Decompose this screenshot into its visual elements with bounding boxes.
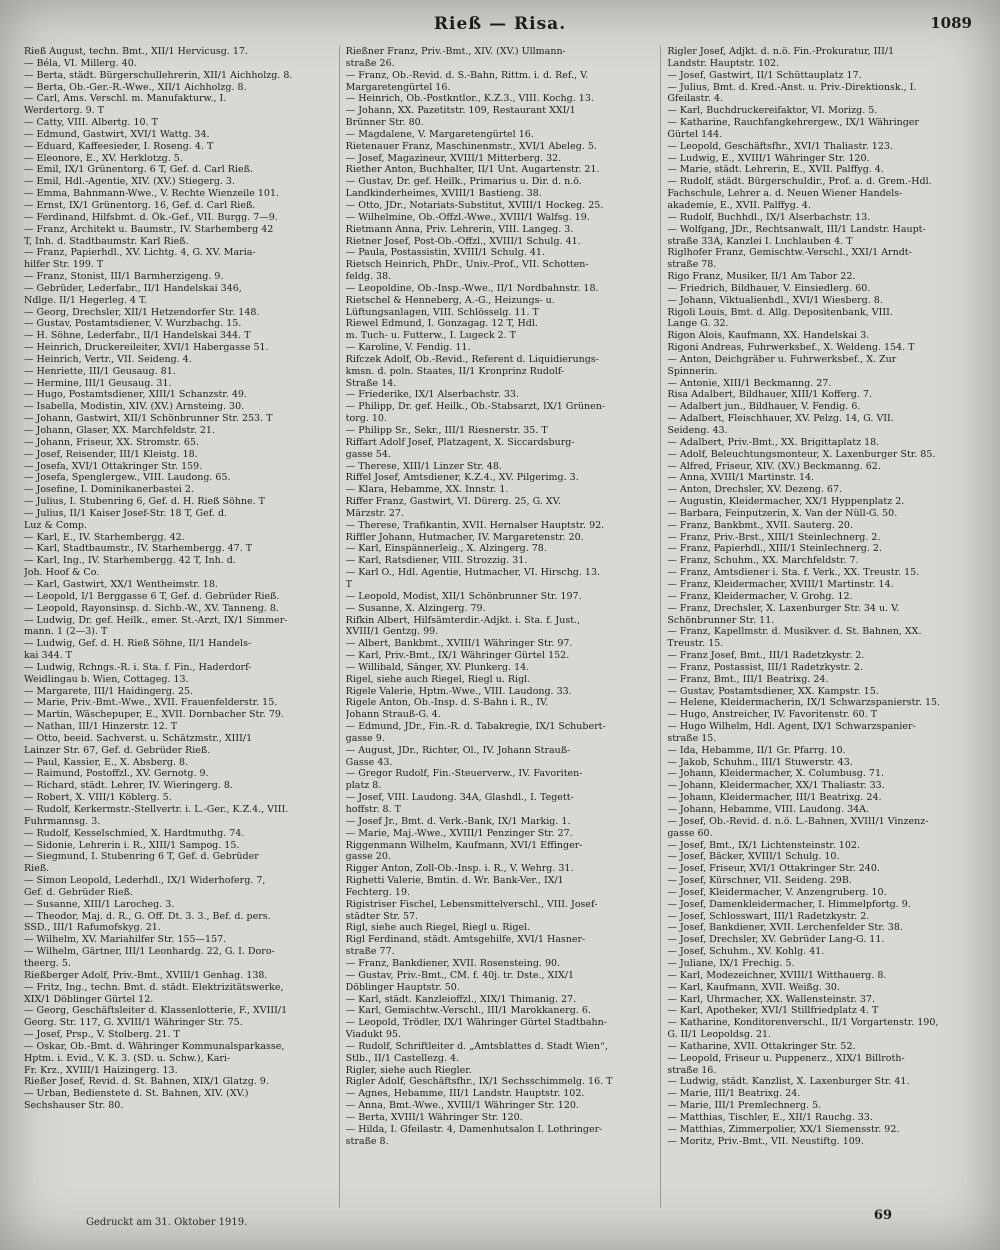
directory-entry: städter Str. 57. bbox=[345, 910, 419, 922]
directory-entry: T bbox=[345, 578, 353, 590]
directory-entry: straße 26. bbox=[345, 57, 395, 69]
directory-entry: Rigel, siehe auch Riegel, Riegl u. Rigl. bbox=[345, 673, 531, 685]
directory-entry: — Josef, Drechsler, XV. Gebrüder Lang-G. 11. bbox=[667, 934, 885, 946]
directory-entry: Viadukt 95. bbox=[345, 1029, 401, 1041]
directory-entry: — Josef, Kürschner, VII. Seideng. 29B. bbox=[667, 875, 852, 887]
directory-entry: Seideng. 43. bbox=[667, 425, 728, 436]
directory-entry: — Willibald, Sänger, XV. Plunkerg. 14. bbox=[345, 661, 530, 673]
directory-entry: — Gustav, Postamtsdiener, XX. Kampstr. 15. bbox=[667, 685, 879, 697]
directory-entry: — Edmund, JDr., Fin.-R. d. Tabakregie, IX/1 Schubert- bbox=[345, 721, 606, 733]
directory-entry: Rigler, siehe auch Riegler. bbox=[345, 1064, 472, 1076]
directory-entry: — Martin, Wäschepuper, E., XVII. Dornbacher Str. 79. bbox=[24, 709, 284, 721]
directory-entry: — Julius, II/1 Kaiser Josef-Str. 18 T, Gef. d. bbox=[24, 507, 228, 519]
column-left bbox=[18, 46, 340, 1208]
directory-entry: — Friedrich, Bildhauer, V. Einsiedlerg. 60. bbox=[667, 282, 871, 294]
directory-entry: Rigl Ferdinand, städt. Amtsgehilfe, XVI/1 Hasner- bbox=[345, 934, 586, 946]
directory-entry: — Therese, Trafikantin, XVII. Hernalser Hauptstr. 92. bbox=[345, 519, 605, 531]
directory-entry: — Hilda, I. Gfeilastr. 4, Damenhutsalon I. Lothringer- bbox=[345, 1123, 603, 1135]
directory-entry: Rigoli Louis, Bmt. d. Allg. Depositenbank, VIII. bbox=[667, 306, 893, 318]
directory-entry: Fachschule, Lehrer a. d. Neuen Wiener Handels- bbox=[667, 188, 903, 200]
directory-entry: Treustr. 15. bbox=[667, 638, 724, 650]
directory-entry: — Rudolf, Buchhdl., IX/1 Alserbachstr. 13. bbox=[667, 211, 871, 223]
directory-entry: — Barbara, Feinputzerin, X. Van der Nüll-G. 50. bbox=[667, 507, 898, 519]
directory-entry: — Emil, Hdl.-Agentie, XIV. (XV.) Stiegerg. 3. bbox=[24, 176, 235, 188]
directory-entry: Rigistriser Fischel, Lebensmittelverschl., VIII. Josef- bbox=[345, 898, 598, 910]
sheet-number: 69 bbox=[873, 1208, 892, 1223]
directory-entry: — Antonie, XIII/1 Beckmanng. 27. bbox=[667, 377, 832, 389]
directory-entry: — Johann, Kleidermacher, III/1 Beatrixg. 24. bbox=[667, 792, 882, 804]
directory-entry: Rietsch Heinrich, PhDr., Univ.-Prof., VII. Schotten- bbox=[345, 259, 589, 271]
directory-entry: — Karl, Priv.-Bmt., IX/1 Währinger Gürtel 152. bbox=[345, 650, 570, 662]
directory-entry: — Adalbert, Fleischhauer, XV. Pelzg. 14, G. VII. bbox=[667, 413, 894, 425]
directory-entry: — Leopold, I/1 Berggasse 6 T, Gef. d. Gebrüder Rieß. bbox=[24, 590, 280, 602]
directory-entry: — Rudolf, Kerkermstr.-Stellvertr. i. L.-Ger., K.Z.4., VIII. bbox=[24, 804, 289, 815]
directory-entry: straße 78. bbox=[667, 259, 717, 271]
directory-entry: — Georg, Geschäftsleiter d. Klassenlotterie, F., XVIII/1 bbox=[24, 1005, 288, 1017]
directory-entry: — Jakob, Schuhm., III/1 Stuwerstr. 43. bbox=[667, 756, 853, 768]
directory-entry: — Johann, XX. Pazetitstr. 109, Restaurant XXI/1 bbox=[345, 105, 576, 117]
directory-entry: — Josef, Magazineur, XVIII/1 Mitterberg. 32. bbox=[345, 152, 562, 164]
directory-entry: — Berta, städt. Bürgerschullehrerin, XII/1 Aichholzg. 8. bbox=[24, 69, 293, 81]
directory-entry: — Alfred, Friseur, XIV. (XV.) Beckmanng. 62. bbox=[667, 460, 881, 472]
directory-entry: — Franz Josef, Bmt., III/1 Radetzkystr. 2. bbox=[667, 650, 865, 662]
directory-entry: — Simon Leopold, Lederhdl., IX/1 Widerhoferg. 7, bbox=[24, 875, 266, 887]
page-header bbox=[20, 14, 980, 40]
directory-entry: — Franz, Schuhm., XX. Marchfeldstr. 7. bbox=[667, 555, 859, 567]
directory-entry: — Josef, Bäcker, XVIII/1 Schulg. 10. bbox=[667, 851, 840, 863]
directory-entry: — Agnes, Hebamme, III/1 Landstr. Hauptstr. 102. bbox=[345, 1088, 585, 1100]
directory-entry: — Sidonie, Lehrerin i. R., XIII/1 Sampog. 15. bbox=[24, 839, 240, 851]
directory-entry: — Catty, VIII. Albertg. 10. T bbox=[24, 117, 158, 129]
directory-entry: — Franz, Bankdiener, XVII. Rosensteing. 90. bbox=[345, 957, 561, 969]
directory-entry: Righetti Valerie, Bmtin. d. Wr. Bank-Ver., IX/1 bbox=[345, 875, 564, 887]
directory-entry: — Karl, Kaufmann, XVII. Weißg. 30. bbox=[667, 981, 840, 993]
directory-entry: — Rudolf, Kesselschmied, X. Hardtmuthg. 74. bbox=[24, 827, 245, 839]
directory-columns bbox=[18, 46, 982, 1208]
directory-entry: — Johann, Viktualienhdl., XVI/1 Wiesberg. 8. bbox=[667, 294, 883, 306]
directory-entry: Brünner Str. 80. bbox=[345, 117, 424, 129]
directory-entry: torg. 10. bbox=[345, 413, 387, 425]
directory-entry: — Wilhelm, XV. Mariahilfer Str. 155—157. bbox=[24, 934, 227, 946]
directory-entry: — Augustin, Kleidermacher, XX/1 Hyppenplatz 2. bbox=[667, 496, 905, 508]
directory-entry: — Franz, Papierhdl., XIII/1 Steinlechnerg. 2. bbox=[667, 543, 882, 555]
directory-entry: gasse 9. bbox=[345, 732, 385, 744]
directory-entry: — Heinrich, Druckereileiter, XVI/1 Habergasse 51. bbox=[24, 342, 269, 354]
directory-entry: mann. 1 (2—3). T bbox=[24, 626, 108, 638]
directory-entry: Sechshauser Str. 80. bbox=[24, 1100, 124, 1112]
directory-entry: — Otto, JDr., Notariats-Substitut, XVIII/1 Hockeg. 25. bbox=[345, 199, 604, 211]
directory-entry: G. II/1 Leopoldsg. 21. bbox=[667, 1029, 772, 1041]
directory-entry: XVIII/1 Gentzg. 99. bbox=[345, 626, 439, 638]
directory-entry: — Margarete, III/1 Haidingerg. 25. bbox=[24, 685, 194, 697]
directory-entry: — Anton, Deichgräber u. Fuhrwerksbef., X. Zur bbox=[667, 353, 897, 365]
directory-entry: — Richard, städt. Lehrer, IV. Wieringerg. 8. bbox=[24, 780, 233, 792]
directory-entry: platz 8. bbox=[345, 780, 382, 792]
directory-entry: Riffer Franz, Gastwirt, VI. Dürerg. 25, G. XV. bbox=[345, 496, 561, 508]
directory-entry: Ndlge. II/1 Hegerleg. 4 T. bbox=[24, 294, 147, 306]
directory-entry: — Leopold, Rayonsinsp. d. Sichb.-W., XV. Tanneng. 8. bbox=[24, 602, 279, 614]
directory-entry: — Josef, Damenkleidermacher, I. Himmelpfortg. 9. bbox=[667, 898, 911, 910]
directory-entry: Fr. Krz., XVIII/1 Haizingerg. 13. bbox=[24, 1064, 178, 1076]
directory-entry: — Moritz, Priv.-Bmt., VII. Neustiftg. 109. bbox=[667, 1135, 864, 1147]
directory-entry: — Albert, Bankbmt., XVIII/1 Währinger Str. 97. bbox=[345, 638, 573, 650]
directory-entry: — Ernst, IX/1 Grünentorg. 16, Gef. d. Carl Rieß. bbox=[24, 199, 256, 211]
directory-entry: hilfer Str. 199. T bbox=[24, 259, 104, 271]
directory-entry: — Hugo, Anstreicher, IV. Favoritenstr. 60. T bbox=[667, 709, 878, 721]
directory-entry: Rigo Franz, Musiker, II/1 Am Tabor 22. bbox=[667, 271, 856, 283]
directory-entry: gasse 54. bbox=[345, 448, 391, 460]
directory-entry: — Wilhelm, Gärtner, III/1 Leonhardg. 22, G. I. Doro- bbox=[24, 946, 275, 958]
directory-entry: Rigger Anton, Zoll-Ob.-Insp. i. R., V. Wehrg. 31. bbox=[345, 863, 574, 875]
directory-entry: — Karl, E., IV. Starhembergg. 42. bbox=[24, 531, 185, 543]
directory-entry: — Adalbert, Priv.-Bmt., XX. Brigittaplatz 18. bbox=[667, 436, 880, 448]
directory-entry: — Ludwig, Dr. gef. Heilk., emer. St.-Arzt, IX/1 Simmer- bbox=[24, 614, 288, 626]
directory-entry: Rifkin Albert, Hilfsämterdir.-Adjkt. i. Sta. f. Just., bbox=[345, 614, 581, 626]
directory-entry: — Johann, Kleidermacher, X. Columbusg. 71. bbox=[667, 768, 885, 780]
directory-entry: — Leopold, Modist, XII/1 Schönbrunner Str. 197. bbox=[345, 590, 582, 602]
directory-entry: — Urban, Bedienstete d. St. Bahnen, XIV. (XV.) bbox=[24, 1088, 249, 1100]
directory-entry: akademie, E., XVII. Palffyg. 4. bbox=[667, 199, 811, 211]
directory-entry: Riglhofer Franz, Gemischtw.-Verschl., XXI/1 Arndt- bbox=[667, 247, 912, 259]
directory-entry: — Marie, Maj.-Wwe., XVIII/1 Penzinger Str. 27. bbox=[345, 827, 573, 839]
directory-entry: Rigele Valerie, Hptm.-Wwe., VIII. Laudong. 33. bbox=[345, 685, 572, 697]
directory-entry: — Anna, Bmt.-Wwe., XVIII/1 Währinger Str. 120. bbox=[345, 1100, 579, 1112]
directory-entry: — Oskar, Ob.-Bmt. d. Währinger Kommunalsparkasse, bbox=[24, 1040, 285, 1052]
directory-entry: — Franz, Drechsler, X. Laxenburger Str. 34 u. V. bbox=[667, 602, 900, 614]
directory-entry: Lüftungsanlagen, VIII. Schlösselg. 11. T bbox=[345, 306, 539, 318]
directory-entry: — Josef, VIII. Laudong. 34A, Glashdl., I. Tegett- bbox=[345, 792, 574, 804]
directory-entry: — Fritz, Ing., techn. Bmt. d. städt. Elektrizitätswerke, bbox=[24, 981, 284, 993]
directory-entry: — Karl, Stadtbaumstr., IV. Starhembergg. 47. T bbox=[24, 543, 253, 555]
directory-entry: — Emil, IX/1 Grünentorg. 6 T, Gef. d. Carl Rieß. bbox=[24, 164, 253, 176]
directory-entry: — Susanne, X. Alzingerg. 79. bbox=[345, 602, 486, 614]
directory-entry: Riggenmann Wilhelm, Kaufmann, XVI/1 Effinger- bbox=[345, 839, 583, 851]
directory-entry: Rietmann Anna, Priv. Lehrerin, VIII. Langeg. 3. bbox=[345, 223, 574, 235]
directory-entry: — Rudolf, städt. Bürgerschuldir., Prof. a. d. Grem.-Hdl. bbox=[667, 176, 932, 188]
directory-entry: — Adalbert jun., Bildhauer, V. Fendig. 6. bbox=[667, 401, 861, 413]
directory-entry: T, Inh. d. Stadtbaumstr. Karl Rieß. bbox=[24, 235, 189, 247]
directory-entry: Straße 14. bbox=[345, 377, 397, 389]
directory-entry: Lainzer Str. 67, Gef. d. Gebrüder Rieß. bbox=[24, 744, 211, 756]
directory-entry: straße 8. bbox=[345, 1135, 389, 1147]
directory-entry: — Paul, Kassier, E., X. Absberg. 8. bbox=[24, 756, 189, 768]
directory-entry: — Henriette, III/1 Geusaug. 81. bbox=[24, 365, 176, 377]
directory-entry: — Therese, XIII/1 Linzer Str. 48. bbox=[345, 460, 502, 472]
directory-entry: — Berta, Ob.-Ger.-R.-Wwe., XII/1 Aichholzg. 8. bbox=[24, 81, 247, 93]
directory-entry: — Katharine, Konditorenverschl., II/1 Vorgartenstr. 190, bbox=[667, 1017, 939, 1029]
directory-entry: — Gustav, Priv.-Bmt., CM. f. 40j. tr. Dste., XIX/1 bbox=[345, 969, 575, 981]
directory-entry: — Philipp Sr., Sekr., III/1 Riesnerstr. 35. T bbox=[345, 425, 548, 436]
directory-entry: — Karl, Modezeichner, XVIII/1 Witthauerg. 8. bbox=[667, 969, 887, 981]
directory-entry: — Gustav, Postamtsdiener, V. Wurzbachg. 15. bbox=[24, 318, 242, 330]
directory-entry: — Franz, Stonist, III/1 Barmherzigeng. 9. bbox=[24, 271, 224, 283]
directory-entry: feldg. 38. bbox=[345, 271, 392, 283]
directory-entry: Rigler Josef, Adjkt. d. n.ö. Fin.-Prokuratur, III/1 bbox=[667, 46, 895, 57]
page-title: Rieß — Risa. bbox=[433, 14, 567, 34]
directory-entry: — Karl, Apotheker, XVI/1 Stillfriedplatz 4. T bbox=[667, 1005, 879, 1017]
directory-entry: Weidlingau b. Wien, Cottageg. 13. bbox=[24, 673, 189, 685]
directory-entry: Rigoni Andreas, Fuhrwerksbef., X. Weldeng. 154. T bbox=[667, 342, 915, 354]
directory-entry: — Eduard, Kaffeesieder, I. Roseng. 4. T bbox=[24, 140, 214, 152]
directory-entry: Luz & Comp. bbox=[24, 519, 88, 531]
directory-entry: m. Tuch- u. Futterw., I. Lugeck 2. T bbox=[345, 330, 517, 342]
directory-entry: — Josef, Bankdiener, XVII. Lerchenfelder Str. 38. bbox=[667, 922, 903, 934]
directory-entry: — Anna, XVIII/1 Martinstr. 14. bbox=[667, 472, 815, 484]
directory-entry: Landkinderheimes, XVIII/1 Bastieng. 38. bbox=[345, 188, 542, 200]
directory-entry: — Josef Jr., Bmt. d. Verk.-Bank, IX/1 Markig. 1. bbox=[345, 815, 571, 827]
directory-entry: — Philipp, Dr. gef. Heilk., Ob.-Stabsarzt, IX/1 Grünen- bbox=[345, 401, 606, 413]
directory-entry: Hptm. i. Evid., V. K. 3. (SD. u. Schw.), Kari- bbox=[24, 1052, 231, 1064]
directory-entry: Rifczek Adolf, Ob.-Revid., Referent d. Liquidierungs- bbox=[345, 353, 599, 365]
directory-entry: — Friederike, IX/1 Alserbachstr. 33. bbox=[345, 389, 519, 401]
directory-entry: — Franz, Amtsdiener i. Sta. f. Verk., XX. Treustr. 15. bbox=[667, 567, 920, 579]
directory-entry: Rietschel & Henneberg, A.-G., Heizungs- u. bbox=[345, 294, 555, 306]
directory-entry: Märzstr. 27. bbox=[345, 507, 404, 519]
directory-entry: — Franz, Bankbmt., XVII. Sauterg. 20. bbox=[667, 519, 853, 531]
directory-entry: Rießer Josef, Revid. d. St. Bahnen, XIX/1 Glatzg. 9. bbox=[24, 1076, 269, 1088]
directory-entry: Döblinger Hauptstr. 50. bbox=[345, 981, 460, 993]
directory-entry: Gfeilastr. 4. bbox=[667, 93, 724, 105]
directory-entry: Rigon Alois, Kaufmann, XX. Handelskai 3. bbox=[667, 330, 870, 342]
directory-entry: — Leopold, Friseur u. Puppenerz., XIX/1 Billroth- bbox=[667, 1052, 905, 1064]
directory-entry: — Ferdinand, Hilfsbmt. d. Ök.-Gef., VII. Burgg. 7—9. bbox=[24, 211, 278, 223]
directory-entry: — Wilhelmine, Ob.-Offzl.-Wwe., XVIII/1 Walfsg. 19. bbox=[345, 211, 590, 223]
directory-entry: — Siegmund, I. Stubenring 6 T, Gef. d. Gebrüder bbox=[24, 851, 259, 863]
directory-entry: gasse 20. bbox=[345, 851, 391, 863]
directory-entry: kmsn. d. poln. Staates, II/1 Kronprinz Rudolf- bbox=[345, 365, 565, 377]
directory-entry: — Ludwig, Gef. d. H. Rieß Söhne, II/1 Handels- bbox=[24, 638, 252, 650]
directory-entry: Joh. Hoof & Co. bbox=[24, 567, 100, 579]
directory-entry: — Paula, Postassistin, XVIII/1 Schulg. 41. bbox=[345, 247, 545, 259]
directory-entry: — Leopoldine, Ob.-Insp.-Wwe., II/1 Nordbahnstr. 18. bbox=[345, 282, 599, 294]
directory-entry: — Magdalene, V. Margaretengürtel 16. bbox=[345, 128, 534, 140]
directory-entry: Georg. Str. 117, G. XVIII/1 Währinger Str. 75. bbox=[24, 1017, 243, 1029]
directory-entry: Riewel Edmund, I. Gonzagag. 12 T, Hdl. bbox=[345, 318, 538, 330]
directory-entry: — Leopold, Trödler, IX/1 Währinger Gürtel Stadtbahn- bbox=[345, 1017, 607, 1029]
directory-entry: — Béla, VI. Millerg. 40. bbox=[24, 57, 137, 69]
print-date: Gedruckt am 31. Oktober 1919. bbox=[86, 1217, 248, 1228]
directory-entry: — Johann, Hebamme, VIII. Laudong. 34A. bbox=[667, 804, 870, 815]
directory-entry: — Josefine, I. Dominikanerbastei 2. bbox=[24, 484, 194, 496]
directory-entry: — Robert, X. VIII/1 Köblerg. 5. bbox=[24, 792, 172, 804]
directory-entry: Rietenauer Franz, Maschinenmstr., XVI/1 Abeleg. 5. bbox=[345, 140, 597, 152]
directory-entry: — Berta, XVIII/1 Währinger Str. 120. bbox=[345, 1111, 523, 1123]
directory-entry: — Josef, Bmt., IX/1 Lichtensteinstr. 102. bbox=[667, 839, 860, 851]
directory-entry: — Julius, I. Stubenring 6, Gef. d. H. Rieß Söhne. T bbox=[24, 496, 266, 508]
directory-entry: Margaretengürtel 16. bbox=[345, 81, 451, 93]
directory-entry: straße 77. bbox=[345, 946, 395, 958]
directory-entry: Werdertorg. 9. T bbox=[24, 105, 105, 117]
directory-entry: Fuhrmannsg. 3. bbox=[24, 815, 101, 827]
directory-entry: — Juliane, IX/1 Frechig. 5. bbox=[667, 957, 795, 969]
directory-entry: — Karl O., Hdl. Agentie, Hutmacher, VI. Hirschg. 13. bbox=[345, 567, 601, 579]
directory-entry: — Matthias, Tischler, E., XII/1 Rauchg. 33. bbox=[667, 1111, 873, 1123]
directory-entry: Schönbrunner Str. 11. bbox=[667, 614, 775, 626]
directory-entry: — Karl, Ratsdiener, VIII. Strozzig. 31. bbox=[345, 555, 528, 567]
directory-entry: — Franz, Papierhdl., XV. Lichtg. 4, G. XV. Maria- bbox=[24, 247, 256, 259]
directory-entry: straße 33A, Kanzlei I. Luchlauben 4. T bbox=[667, 235, 853, 247]
directory-entry: — Raimund, Postoffzl., XV. Gernotg. 9. bbox=[24, 768, 209, 780]
directory-entry: — Katharine, XVII. Ottakringer Str. 52. bbox=[667, 1040, 856, 1052]
directory-entry: — Marie, Priv.-Bmt.-Wwe., XVII. Frauenfelderstr. 15. bbox=[24, 697, 278, 709]
directory-entry: — Julius, Bmt. d. Kred.-Anst. u. Priv.-Direktionsk., I. bbox=[667, 81, 917, 93]
directory-entry: — Karl, Uhrmacher, XX. Wallensteinstr. 37. bbox=[667, 993, 875, 1005]
directory-entry: — Klara, Hebamme, XX. Innstr. 1. bbox=[345, 484, 509, 496]
directory-entry: — Marie, städt. Lehrerin, E., XVII. Palffyg. 4. bbox=[667, 164, 884, 176]
directory-entry: — Karl, Gemischtw.-Verschl., III/1 Marokkanerg. 6. bbox=[345, 1005, 591, 1017]
directory-entry: — Otto, beeid. Sachverst. u. Schätzmstr., XIII/1 bbox=[24, 732, 253, 744]
directory-entry: — Johann, Glaser, XX. Marchfeldstr. 21. bbox=[24, 425, 215, 436]
directory-entry: — Karoline, V. Fendig. 11. bbox=[345, 342, 471, 354]
directory-entry: theerg. 5. bbox=[24, 957, 71, 969]
directory-entry: Gürtel 144. bbox=[667, 128, 723, 140]
directory-entry: — Josef, Reisender, III/1 Kleistg. 18. bbox=[24, 448, 198, 460]
directory-entry: — Gustav, Dr. gef. Heilk., Primarius u. Dir. d. n.ö. bbox=[345, 176, 582, 188]
directory-entry: Johann Strauß-G. 4. bbox=[345, 709, 441, 721]
directory-entry: — Karl, Ing., IV. Starhembergg. 42 T, Inh. d. bbox=[24, 555, 236, 567]
directory-entry: — Josef, Prsp., V. Stolberg. 21. T bbox=[24, 1029, 180, 1041]
directory-entry: — Hugo, Postamtsdiener, XIII/1 Schanzstr. 49. bbox=[24, 389, 247, 401]
directory-entry: — Hermine, III/1 Geusaug. 31. bbox=[24, 377, 172, 389]
directory-entry: — Karl, Buchdruckereifaktor, VI. Morizg. 5. bbox=[667, 105, 878, 117]
page-number: 1089 bbox=[930, 14, 972, 32]
column-middle bbox=[340, 46, 662, 1208]
directory-entry: — Theodor, Maj. d. R., G. Off. Dt. 3. 3., Bef. d. pers. bbox=[24, 910, 271, 922]
directory-entry: Gasse 43. bbox=[345, 756, 393, 768]
directory-entry: — Franz, Priv.-Brst., XIII/1 Steinlechnerg. 2. bbox=[667, 531, 881, 543]
directory-entry: — Franz, Kleidermacher, V. Grohg. 12. bbox=[667, 590, 853, 602]
directory-entry: — Franz, Ob.-Revid. d. S.-Bahn, Rittm. i. d. Ref., V. bbox=[345, 69, 589, 81]
directory-entry: Rigl, siehe auch Riegel, Riegl u. Rigel. bbox=[345, 922, 531, 934]
directory-entry: straße 15. bbox=[667, 732, 717, 744]
directory-entry: — Wolfgang, JDr., Rechtsanwalt, III/1 Landstr. Haupt- bbox=[667, 223, 926, 235]
directory-entry: — Johann, Kleidermacher, XX/1 Thaliastr. 33. bbox=[667, 780, 885, 792]
directory-entry: — Katharine, Rauchfangkehrergew., IX/1 Währinger bbox=[667, 117, 919, 129]
directory-entry: kai 344. T bbox=[24, 650, 72, 662]
directory-entry: — Franz, Kleidermacher, XVIII/1 Martinstr. 14. bbox=[667, 578, 894, 590]
directory-entry: — Emma, Bahnmann-Wwe., V. Rechte Wienzeile 101. bbox=[24, 188, 280, 200]
directory-entry: — Franz, Postassist, III/1 Radetzkystr. 2. bbox=[667, 661, 863, 673]
directory-entry: — Leopold, Geschäftsfhr., XVI/1 Thaliastr. 123. bbox=[667, 140, 893, 152]
directory-entry: — Ludwig, E., XVIII/1 Währinger Str. 120. bbox=[667, 152, 870, 164]
directory-entry: — Josef, Kleidermacher, V. Anzengruberg. 10. bbox=[667, 886, 887, 898]
directory-entry: Lange G. 32. bbox=[667, 318, 729, 330]
directory-entry: Risa Adalbert, Bildhauer, XIII/1 Kofferg. 7. bbox=[667, 389, 872, 401]
directory-entry: — Ludwig, städt. Kanzlist, X. Laxenburger Str. 41. bbox=[667, 1076, 910, 1088]
directory-entry: hoffstr. 8. T bbox=[345, 804, 401, 815]
directory-entry: — Franz, Architekt u. Baumstr., IV. Starhemberg 42 bbox=[24, 223, 274, 235]
directory-entry: straße 16. bbox=[667, 1064, 717, 1076]
directory-entry: Rigler Adolf, Geschäftsfhr., IX/1 Sechsschimmelg. 16. T bbox=[345, 1076, 613, 1088]
directory-entry: gasse 60. bbox=[667, 827, 713, 839]
directory-entry: — H. Söhne, Lederfabr., II/1 Handelskai 344. T bbox=[24, 330, 251, 342]
directory-entry: XIX/1 Döblinger Gürtel 12. bbox=[24, 993, 154, 1005]
directory-entry: — Hugo Wilhelm, Hdl. Agent, IX/1 Schwarzspanier- bbox=[667, 721, 916, 733]
directory-entry: Riether Anton, Buchhalter, II/1 Unt. Augartenstr. 21. bbox=[345, 164, 600, 176]
directory-entry: — Anton, Drechsler, XV. Dezeng. 67. bbox=[667, 484, 843, 496]
directory-entry: Gef. d. Gebrüder Rieß. bbox=[24, 886, 133, 898]
directory-entry: — Heinrich, Ob.-Postkntlor., K.Z.3., VIII. Kochg. 13. bbox=[345, 93, 594, 105]
directory-entry: — Josefa, Spenglergew., VIII. Laudong. 65. bbox=[24, 472, 231, 484]
directory-entry: SSD., III/1 Rafumofskyg. 21. bbox=[24, 922, 161, 934]
directory-entry: — Josefa, XVI/1 Ottakringer Str. 159. bbox=[24, 460, 203, 472]
directory-entry: — Susanne, XIII/1 Larocheg. 3. bbox=[24, 898, 175, 910]
directory-entry: — Johann, Friseur, XX. Stromstr. 65. bbox=[24, 436, 199, 448]
directory-entry: Rieß August, techn. Bmt., XII/1 Hervicusg. 17. bbox=[24, 46, 248, 57]
directory-entry: — Carl, Ams. Verschl. m. Manufakturw., I. bbox=[24, 93, 227, 105]
directory-entry: — Georg, Drechsler, XII/1 Hetzendorfer Str. 148. bbox=[24, 306, 260, 318]
directory-entry: Rigele Anton, Ob.-Insp. d. S-Bahn i. R., IV. bbox=[345, 697, 549, 709]
directory-entry: Riffart Adolf Josef, Platzagent, X. Siccardsburg- bbox=[345, 436, 575, 448]
directory-entry: — Matthias, Zimmerpolier, XX/1 Siemensstr. 92. bbox=[667, 1123, 900, 1135]
directory-entry: Stlb., II/1 Castellezg. 4. bbox=[345, 1052, 460, 1064]
directory-entry: — Josef, Friseur, XVI/1 Ottakringer Str. 240. bbox=[667, 863, 880, 875]
directory-entry: — August, JDr., Richter, Ol., IV. Johann Strauß- bbox=[345, 744, 571, 756]
directory-entry: Rießner Franz, Priv.-Bmt., XIV. (XV.) Ullmann- bbox=[345, 46, 566, 57]
directory-entry: — Edmund, Gastwirt, XVI/1 Wattg. 34. bbox=[24, 128, 210, 140]
directory-entry: — Marie, III/1 Premlechnerg. 5. bbox=[667, 1100, 822, 1112]
directory-entry: — Josef, Schlosswart, III/1 Radetzkystr. 2. bbox=[667, 910, 870, 922]
directory-entry: — Johann, Gastwirt, XII/1 Schönbrunner Str. 253. T bbox=[24, 413, 273, 425]
column-right bbox=[661, 46, 982, 1208]
directory-entry: — Eleonore, E., XV. Herklotzg. 5. bbox=[24, 152, 183, 164]
directory-entry: Spinnerin. bbox=[667, 365, 718, 377]
directory-entry: — Ludwig, Rchngs.-R. i. Sta. f. Fin., Haderdorf- bbox=[24, 661, 252, 673]
directory-entry: — Adolf, Beleuchtungsmonteur, X. Laxenburger Str. 85. bbox=[667, 448, 936, 460]
directory-entry: Riffel Josef, Amtsdiener, K.Z.4., XV. Pilgerimg. 3. bbox=[345, 472, 579, 484]
directory-entry: — Karl, Einspännerleig., X. Alzingerg. 78. bbox=[345, 543, 547, 555]
directory-entry: Fechterg. 19. bbox=[345, 886, 411, 898]
directory-entry: — Nathan, III/1 Hinzerstr. 12. T bbox=[24, 721, 178, 733]
directory-entry: — Karl, städt. Kanzleioffzl., XIX/1 Thimanig. 27. bbox=[345, 993, 577, 1005]
directory-entry: Rietner Josef, Post-Ob.-Offzl., XVIII/1 Schulg. 41. bbox=[345, 235, 581, 247]
directory-entry: — Josef, Ob.-Revid. d. n.ö. L.-Bahnen, XVIII/1 Vinzenz- bbox=[667, 815, 929, 827]
directory-entry: Landstr. Hauptstr. 102. bbox=[667, 57, 780, 69]
directory-entry: — Isabella, Modistin, XIV. (XV.) Arnsteing. 30. bbox=[24, 401, 245, 413]
directory-entry: — Marie, III/1 Beatrixg. 24. bbox=[667, 1088, 801, 1100]
directory-entry: — Gregor Rudolf, Fin.-Steuerverw., IV. Favoriten- bbox=[345, 768, 583, 780]
directory-entry: Rießberger Adolf, Priv.-Bmt., XVIII/1 Genhag. 138. bbox=[24, 969, 268, 981]
directory-entry: Riffler Johann, Hutmacher, IV. Margaretenstr. 20. bbox=[345, 531, 584, 543]
directory-entry: — Heinrich, Vertr., VII. Seideng. 4. bbox=[24, 353, 192, 365]
directory-entry: — Karl, Gastwirt, XX/1 Wentheimstr. 18. bbox=[24, 578, 218, 590]
directory-entry: — Helene, Kleidermacherin, IX/1 Schwarzspanierstr. 15. bbox=[667, 697, 941, 709]
directory-entry: Rieß. bbox=[24, 863, 50, 875]
directory-entry: — Ida, Hebamme, II/1 Gr. Pfarrg. 10. bbox=[667, 744, 846, 756]
directory-entry: — Franz, Kapellmstr. d. Musikver. d. St. Bahnen, XX. bbox=[667, 626, 922, 638]
directory-entry: — Josef, Gastwirt, II/1 Schüttauplatz 17. bbox=[667, 69, 862, 81]
directory-entry: — Rudolf, Schriftleiter d. „Amtsblattes d. Stadt Wien“, bbox=[345, 1040, 608, 1052]
directory-entry: — Gebrüder, Lederfabr., II/1 Handelskai 346, bbox=[24, 282, 242, 294]
directory-entry: — Franz, Bmt., III/1 Beatrixg. 24. bbox=[667, 673, 829, 685]
directory-entry: — Josef, Schuhm., XV. Kohlg. 41. bbox=[667, 946, 825, 958]
